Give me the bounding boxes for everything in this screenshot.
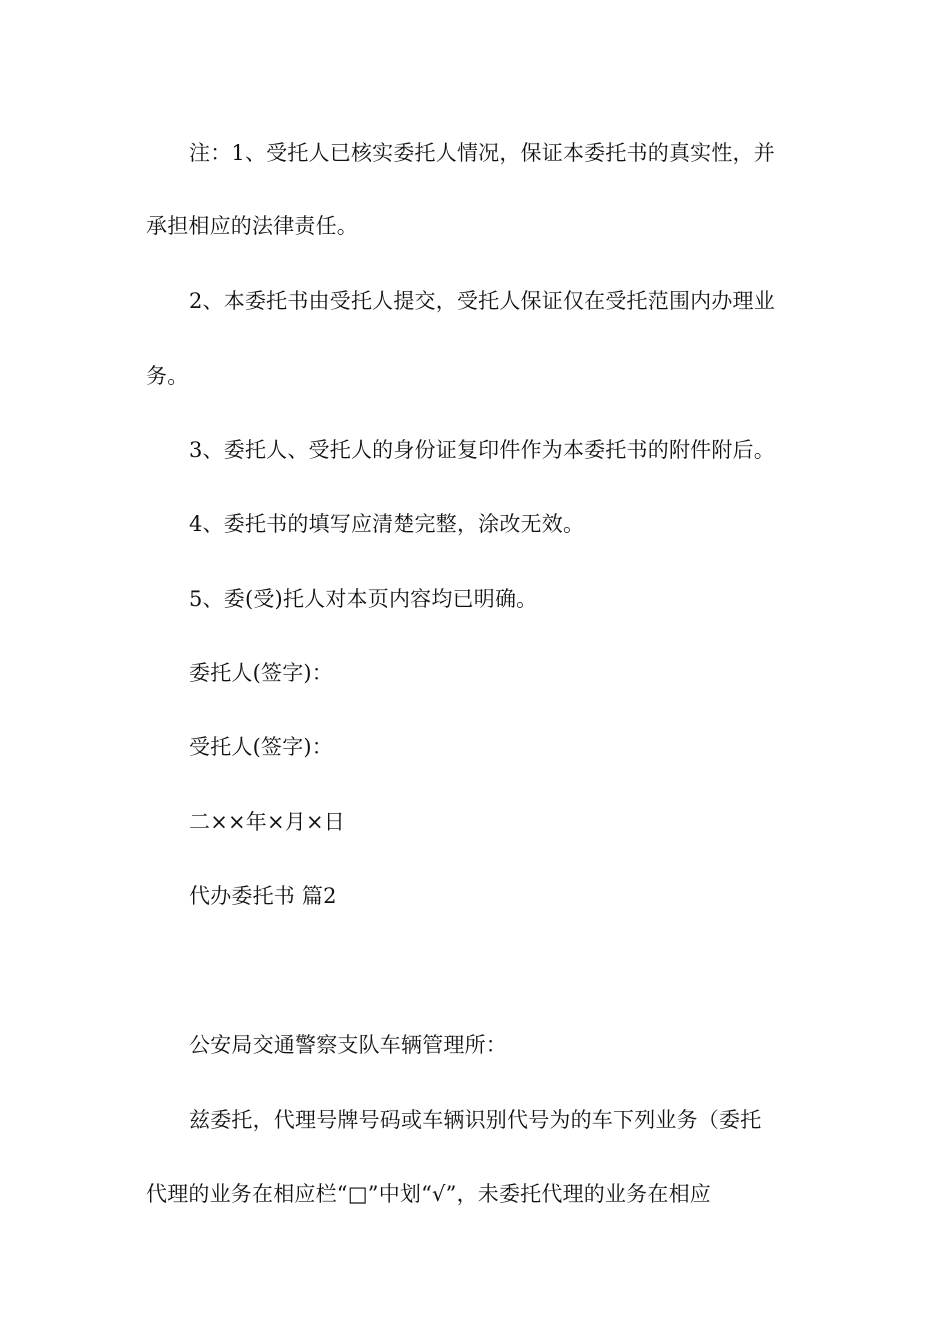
note-3: 3、委托人、受托人的身份证复印件作为本委托书的附件附后。 <box>189 438 775 462</box>
addressee-line: 公安局交通警察支队车辆管理所： <box>189 1033 507 1057</box>
body-paragraph-line-2: 代理的业务在相应栏“□”中划“√”，未委托代理的业务在相应 <box>146 1182 711 1206</box>
note-1-line-1: 注：1、受托人已核实委托人情况，保证本委托书的真实性，并 <box>189 141 775 165</box>
note-4: 4、委托书的填写应清楚完整，涂改无效。 <box>189 512 585 536</box>
section-heading: 代办委托书 篇2 <box>189 884 337 908</box>
note-2-line-2: 务。 <box>146 364 189 388</box>
date-line: 二××年×月×日 <box>189 810 345 834</box>
note-2-line-1: 2、本委托书由受托人提交，受托人保证仅在受托范围内办理业 <box>189 289 775 313</box>
body-paragraph-line-1: 兹委托，代理号牌号码或车辆识别代号为的车下列业务（委托 <box>189 1108 762 1132</box>
note-1-line-2: 承担相应的法律责任。 <box>146 214 358 238</box>
note-5: 5、委(受)托人对本页内容均已明确。 <box>189 587 538 611</box>
principal-signature-line: 委托人(签字)： <box>189 661 333 685</box>
agent-signature-line: 受托人(签字)： <box>189 735 333 759</box>
